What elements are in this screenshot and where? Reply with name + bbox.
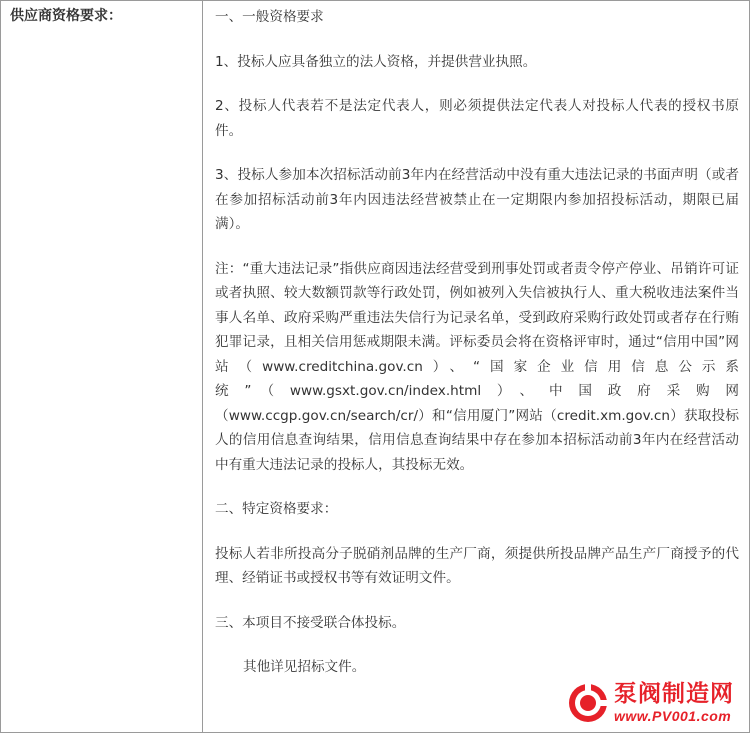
paragraph-consortium: 三、本项目不接受联合体投标。 xyxy=(215,614,406,631)
paragraph-other: 其他详见招标文件。 xyxy=(243,659,366,675)
paragraph-item-2: 2、投标人代表若不是法定代表人，则必须提供法定代表人对投标人代表的授权书原件。 xyxy=(215,98,739,139)
watermark-logo xyxy=(566,676,746,730)
watermark-title: 泵阀制造网 xyxy=(614,681,734,707)
row-content xyxy=(203,1,749,732)
watermark-url: www.PV001.com xyxy=(614,708,732,724)
paragraph-item-1: 1、投标人应具备独立的法人资格，并提供营业执照。 xyxy=(215,53,537,70)
paragraph-item-3: 3、投标人参加本次招标活动前3年内在经营活动中没有重大违法记录的书面声明（或者在参加招标活动前3年内因违法经营被禁止在一定期限内参加招投标活动，期限已届满）。 xyxy=(215,167,739,232)
pv-logo-icon xyxy=(566,681,610,725)
row-label: 供应商资格要求： xyxy=(1,1,203,732)
paragraph-specific-body: 投标人若非所投高分子脱硝剂品牌的生产厂商，须提供所投品牌产品生产厂商授予的代理、经销证书或授权书等有效证明文件。 xyxy=(215,545,739,586)
watermark-text xyxy=(614,683,734,723)
paragraph-general-heading: 一、一般资格要求 xyxy=(215,9,324,25)
paragraph-note: 注：“重大违法记录”指供应商因违法经营受到刑事处罚或者责令停产停业、吊销许可证或者执照、较大数额罚款等行政处罚，例如被列入失信被执行人、重大税收违法案件当事人名单、政府采购严重违法失信行为记录名单，受到政府采购行政处罚或者存在行贿犯罪记录，且相关信用惩戒期限未满。评标委员会将在资格评审时，通过“信用中国”网站（www.creditchina.gov.cn）、“国家企业信用信息公示系统”（www.gsxt.gov.cn/index.html）、中国政府采购网（www.ccgp.gov.cn/search/cr/）和“信用厦门”网站（credit.xm.gov.cn）获取投标人的信用信息查询结果，信用信息查询结果中存在参加本招标活动前3年内在经营活动中有重大违法记录的投标人，其投标无效。 xyxy=(215,260,739,473)
paragraph-specific-heading: 二、特定资格要求： xyxy=(215,501,338,517)
